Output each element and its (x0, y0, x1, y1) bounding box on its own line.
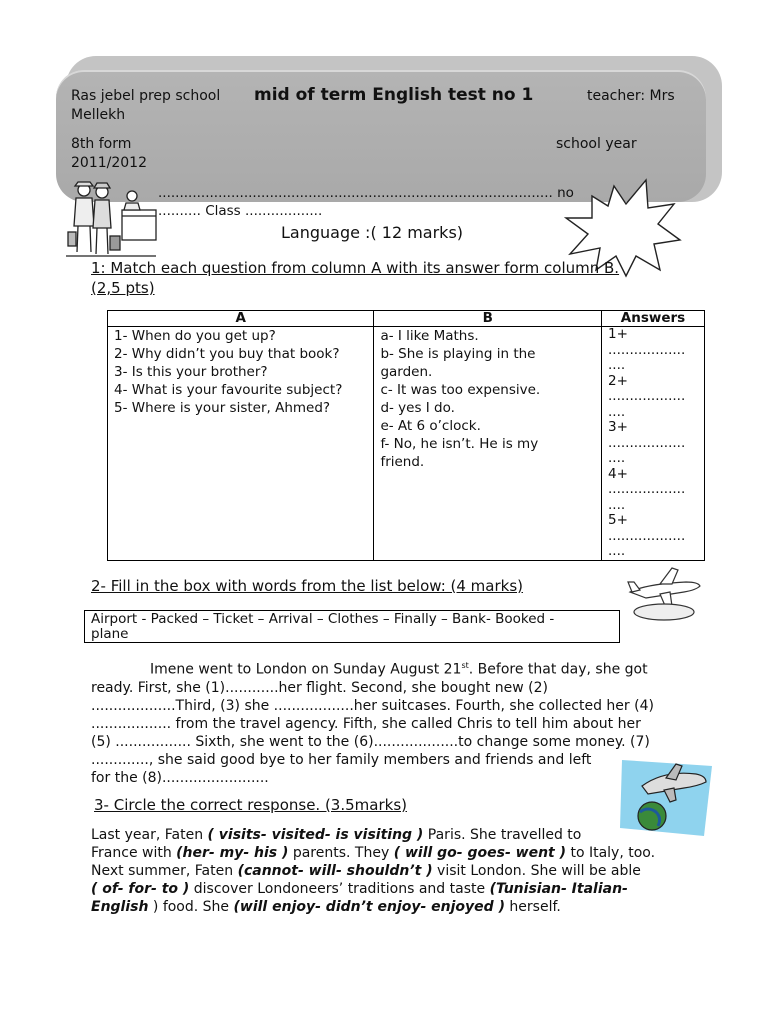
word-list-line: plane (91, 626, 129, 642)
answer-option: b- She is playing in the (380, 346, 536, 362)
answer-option: c- It was too expensive. (380, 382, 541, 398)
school-name: Ras jebel prep school (71, 88, 221, 104)
question-item: 2- Why didn’t you buy that book? (114, 346, 340, 362)
question-item: 3- Is this your brother? (114, 364, 268, 380)
fill-in-paragraph (91, 657, 681, 787)
answer-slot-blank[interactable]: .... (608, 357, 626, 373)
choice-group[interactable]: ( visits- visited- is visiting ) (207, 827, 424, 843)
answer-slot-label: 2+ (608, 372, 628, 389)
answer-option: e- At 6 o’clock. (380, 418, 481, 434)
circle-response-paragraph (91, 826, 691, 916)
choice-group[interactable]: ( of- for- to ) (91, 881, 190, 897)
answer-option: a- I like Maths. (380, 328, 479, 344)
paragraph-line: France with (her- my- his ) parents. They ( will go- goes- went ) to Italy, too. (91, 845, 656, 861)
column-a-questions (108, 327, 374, 561)
paragraph-line[interactable]: .................. from the travel agency. Fifth, she called Chris to tell him about her (91, 715, 641, 732)
answer-option: friend. (380, 454, 425, 470)
answer-slot-blank[interactable]: .... (608, 403, 626, 420)
answer-slot-blank[interactable]: .................. (608, 434, 686, 451)
answer-option: d- yes I do. (380, 400, 455, 416)
travellers-clipart-icon (66, 176, 158, 260)
word-list-box (84, 610, 620, 643)
question-item: 1- When do you get up? (114, 328, 276, 344)
paragraph-line[interactable]: (5) ................. Sixth, she went to the (6)...................to change some money. (7) (91, 733, 650, 750)
answer-slot-blank[interactable]: .................. (608, 388, 686, 404)
matching-table (107, 310, 705, 561)
answer-slot-label: 5+ (608, 512, 628, 528)
exercise3-title: 3- Circle the correct response. (3.5marks) (94, 796, 407, 814)
language-section-title: Language :( 12 marks) (281, 223, 464, 242)
choice-group[interactable]: (will enjoy- didn’t enjoy- enjoyed ) (233, 899, 505, 915)
school-year-label: school year (556, 136, 637, 152)
airplane-clipart-icon (626, 562, 704, 624)
answer-slot-label: 4+ (608, 465, 628, 482)
paragraph-line[interactable]: ready. First, she (1)............her flight. Second, she bought new (2) (91, 679, 548, 696)
answer-slot-blank[interactable]: .................. (608, 341, 686, 358)
answer-option: garden. (380, 364, 433, 380)
name-line: ............................................................................................ no (158, 185, 574, 201)
column-header-answers: Answers (602, 311, 705, 327)
column-header-b: B (374, 311, 602, 327)
test-title: mid of term English test no 1 (254, 85, 534, 105)
column-header-a: A (108, 311, 374, 327)
answer-slot-blank[interactable]: .... (608, 496, 626, 513)
answer-slot-label: 3+ (608, 419, 628, 435)
paragraph-line: English ) food. She (will enjoy- didn’t enjoy- enjoyed ) herself. (91, 899, 561, 915)
paragraph-line: ( of- for- to ) discover Londoneers’ traditions and taste (Tunisian- Italian- (91, 881, 628, 897)
paragraph-line[interactable]: ...................Third, (3) she ..................her suitcases. Fourth, she collected her (4) (91, 697, 654, 714)
paragraph-line: Imene went to London on Sunday August 21st. Before that day, she got (150, 661, 648, 678)
word-list-line: Airport - Packed – Ticket – Arrival – Clothes – Finally – Bank- Booked - (91, 611, 555, 627)
exercise1-title: 1: Match each question from column A with its answer form column B. (91, 259, 620, 277)
column-b-answers (374, 327, 602, 561)
answer-slot-blank[interactable]: .... (608, 450, 626, 466)
exercise2-title: 2- Fill in the box with words from the list below: (4 marks) (91, 577, 523, 595)
choice-group[interactable]: (cannot- will- shouldn’t ) (237, 863, 433, 879)
exercise1-points: (2,5 pts) (91, 279, 155, 297)
teacher-label: teacher: Mrs (587, 88, 675, 104)
answer-slot-blank[interactable]: .................. (608, 481, 686, 497)
answers-column[interactable] (602, 327, 705, 561)
choice-group[interactable]: English (91, 899, 149, 915)
paragraph-line[interactable]: ............., she said good bye to her family members and friends and left (91, 751, 592, 768)
choice-group[interactable]: (her- my- his ) (176, 845, 289, 861)
answer-slot-label: 1+ (608, 326, 628, 342)
choice-group[interactable]: ( will go- goes- went ) (393, 845, 567, 861)
question-item: 4- What is your favourite subject? (114, 382, 343, 398)
answer-slot-blank[interactable]: .................. (608, 527, 686, 544)
form-label: 8th form (71, 136, 132, 152)
choice-group[interactable]: (Tunisian- Italian- (489, 881, 628, 897)
paragraph-line[interactable]: for the (8)........................ (91, 769, 269, 786)
answer-option: f- No, he isn’t. He is my (380, 436, 539, 452)
paragraph-line: Next summer, Faten (cannot- will- shouldn’t ) visit London. She will be able (91, 863, 641, 879)
answer-slot-blank[interactable]: .... (608, 543, 626, 559)
teacher-name: Mellekh (71, 107, 126, 123)
school-year: 2011/2012 (71, 155, 147, 171)
paragraph-line: Last year, Faten ( visits- visited- is visiting ) Paris. She travelled to (91, 827, 582, 843)
question-item: 5- Where is your sister, Ahmed? (114, 400, 331, 416)
class-line: .......... Class .................. (158, 203, 323, 219)
